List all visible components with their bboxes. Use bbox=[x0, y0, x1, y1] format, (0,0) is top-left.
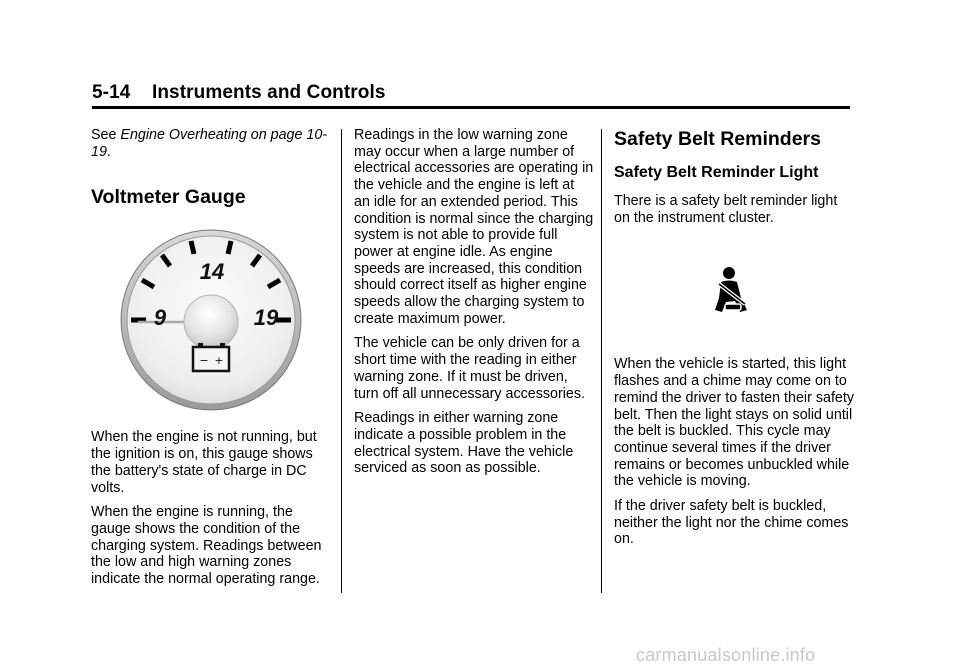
svg-text:+: + bbox=[214, 354, 224, 368]
column-1 bbox=[91, 127, 331, 596]
paragraph: If the driver safety belt is buckled, neither the light nor the chime comes on. bbox=[614, 498, 849, 548]
column-divider bbox=[341, 129, 342, 593]
paragraph: Readings in either warning zone indicate a possible problem in the electrical system. Have the vehicle serviced as soon as possible. bbox=[354, 410, 574, 477]
paragraph: When the engine is not running, but the ignition is on, this gauge shows the battery's state of charge in DC volts. bbox=[91, 429, 317, 496]
svg-text:−: − bbox=[199, 354, 209, 368]
see-reference: See Engine Overheating on page 10-19. bbox=[91, 127, 328, 160]
watermark: carmanualsonline.info bbox=[636, 645, 816, 665]
voltmeter-gauge-icon bbox=[116, 225, 306, 415]
section-number: 5-14 bbox=[92, 82, 131, 103]
header-title bbox=[92, 82, 386, 104]
column-3 bbox=[614, 127, 854, 556]
paragraph: When the vehicle is started, this light flashes and a chime may come on to remind the driver to fasten their safety belt. Then the light stays on solid until the belt is buckled. This cycle may continue several times if the driver remains or becomes unbuckled while the vehicle is moving. bbox=[614, 356, 854, 490]
section-heading-safety-belt: Safety Belt Reminders bbox=[614, 128, 821, 150]
paragraph: When the engine is running, the gauge shows the condition of the charging system. Readings between the low and high warning zones indicate the normal operating range. bbox=[91, 504, 322, 588]
gauge-label-low: 9 bbox=[153, 305, 167, 331]
cross-reference-link[interactable]: Engine Overheating on page 10-19 bbox=[91, 127, 328, 160]
section-heading-voltmeter: Voltmeter Gauge bbox=[91, 186, 246, 209]
gauge-label-mid: 14 bbox=[199, 259, 225, 285]
safety-belt-illustration bbox=[614, 236, 854, 346]
battery-icon bbox=[193, 343, 229, 371]
page-header bbox=[92, 80, 850, 109]
column-2 bbox=[354, 127, 594, 485]
paragraph: The vehicle can be only driven for a short time with the reading in either warning zone. If it must be driven, turn off all unnecessary accessories. bbox=[354, 335, 585, 402]
chapter-title: Instruments and Controls bbox=[151, 82, 386, 103]
paragraph: Readings in the low warning zone may occur when a large number of electrical accessories are operating in the vehicle and the engine is left at an idle for an extended period. This condition is normal since the charging system is not able to provide full power at engine idle. As engine speeds are increased, this condition should correct itself as higher engine speeds allow the charging system to create maximum power. bbox=[354, 127, 594, 327]
voltmeter-gauge-illustration bbox=[91, 225, 331, 415]
paragraph: There is a safety belt reminder light on the instrument cluster. bbox=[614, 193, 838, 226]
column-divider bbox=[601, 129, 602, 593]
subheading-reminder-light: Safety Belt Reminder Light bbox=[614, 164, 819, 181]
seatbelt-icon bbox=[709, 266, 759, 316]
gauge-label-high: 19 bbox=[253, 305, 279, 331]
